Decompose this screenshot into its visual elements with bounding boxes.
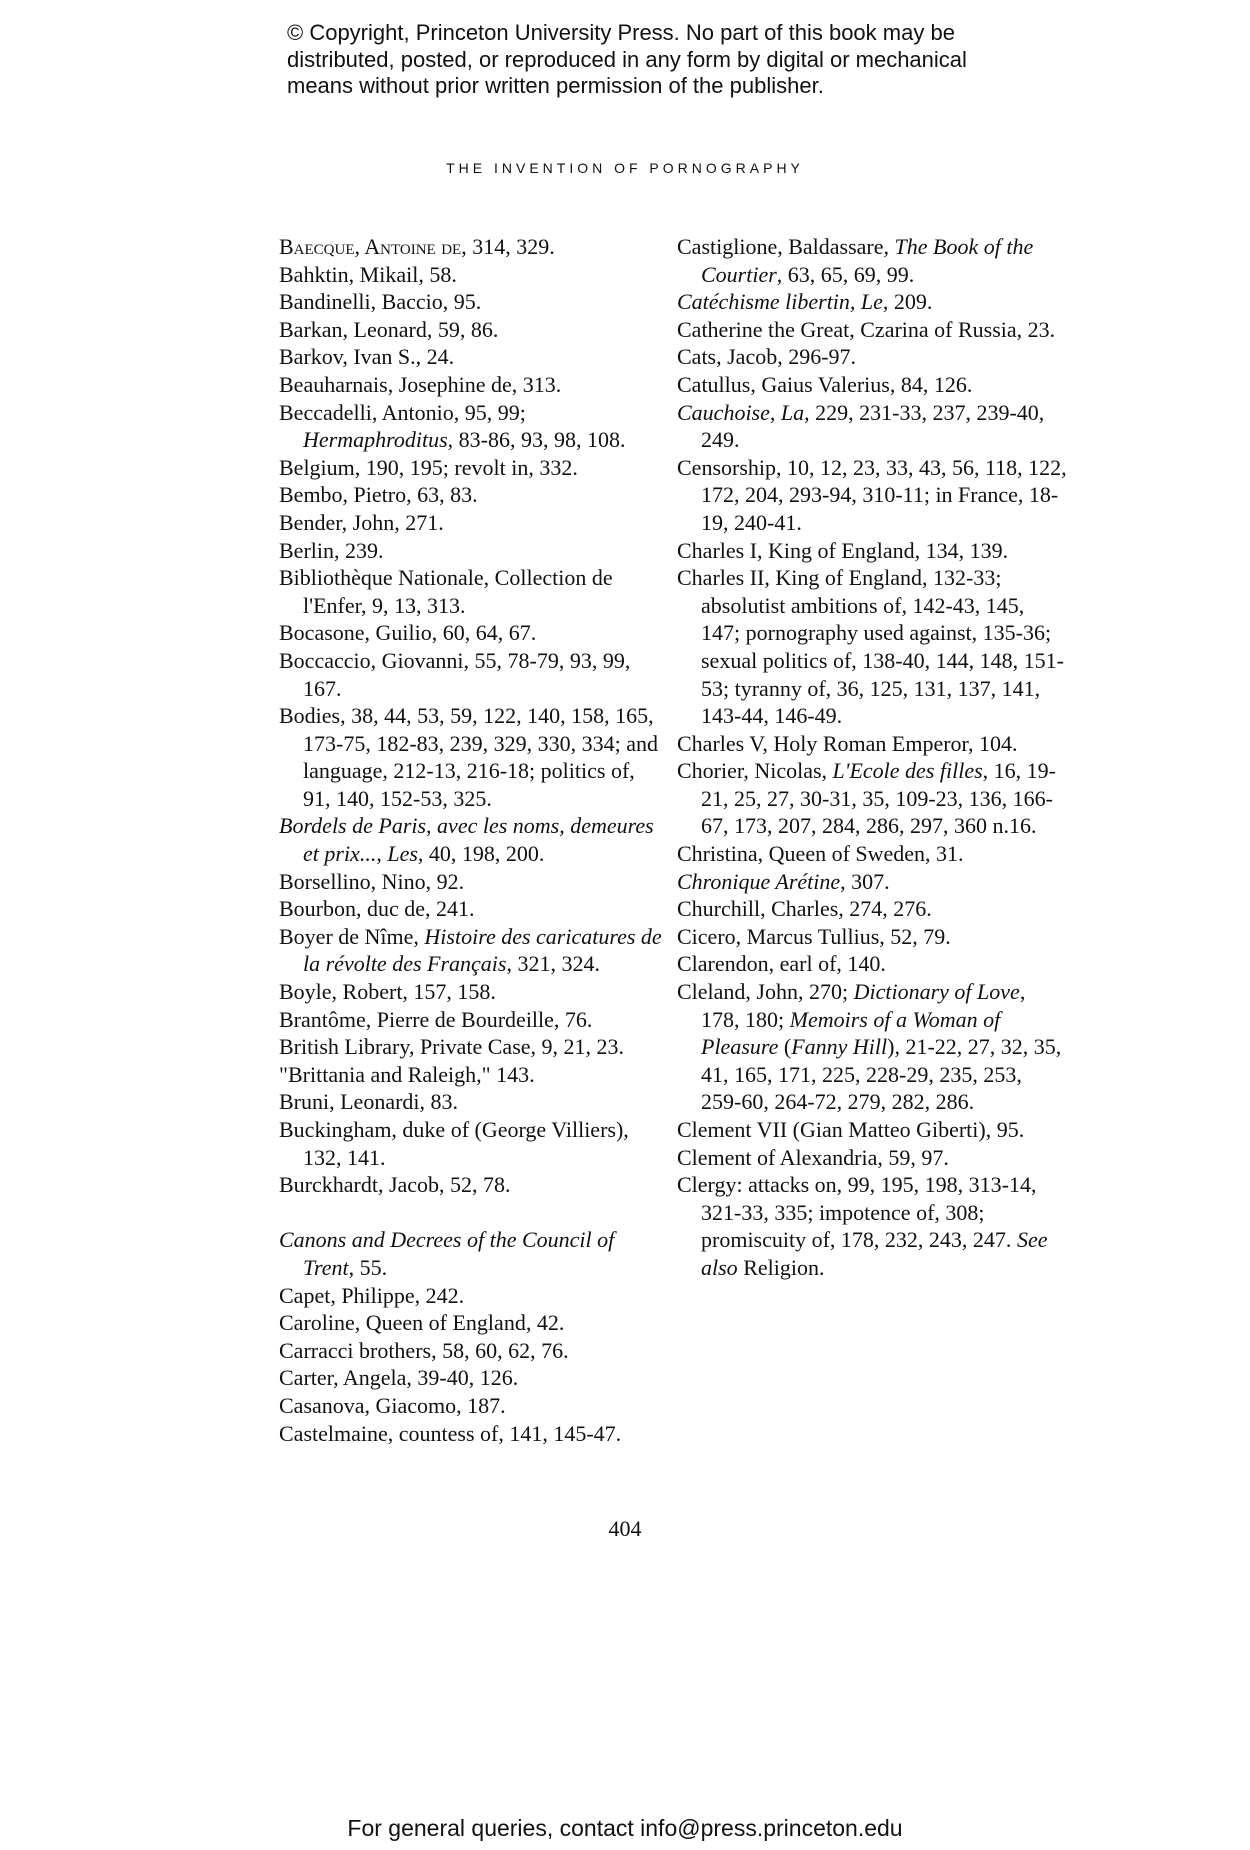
- index-entry: Bodies, 38, 44, 53, 59, 122, 140, 158, 165, 173-75, 182-83, 239, 329, 330, 334; and language, 212-13, 216-18; politics of, 91, 140, 152-53, 325.: [279, 703, 659, 811]
- footer-contact: For general queries, contact info@press.princeton.edu: [347, 1815, 903, 1841]
- index-entry: Buckingham, duke of (George Villiers), 132, 141.: [279, 1117, 629, 1170]
- index-entry: Burckhardt, Jacob, 52, 78.: [279, 1172, 511, 1198]
- index-entry: Catullus, Gaius Valerius, 84, 126.: [677, 371, 973, 397]
- index-entry: Boyer de Nîme, Histoire des caricatures de la révolte des Français, 321, 324.: [279, 923, 662, 977]
- index-entry: Casanova, Giacomo, 187.: [279, 1392, 506, 1418]
- index-entry: Catherine the Great, Czarina of Russia, 23.: [677, 316, 1056, 342]
- index-entry: Clergy: attacks on, 99, 195, 198, 313-14, 321-33, 335; impotence of, 308; promiscuity of, 178, 232, 243, 247. See also Religion.: [677, 1172, 1048, 1280]
- copyright-notice: [287, 20, 1087, 100]
- index-entry: Cauchoise, La, 229, 231-33, 237, 239-40, 249.: [677, 399, 1045, 453]
- index-entry: Castiglione, Baldassare, The Book of the Courtier, 63, 65, 69, 99.: [677, 234, 1034, 287]
- index-entry: Cats, Jacob, 296-97.: [677, 344, 857, 370]
- index-entry: Belgium, 190, 195; revolt in, 332.: [279, 454, 578, 480]
- index-entry: Bordels de Paris, avec les noms, demeures et prix..., Les, 40, 198, 200.: [279, 813, 654, 867]
- index-entry: Berlin, 239.: [279, 537, 384, 563]
- index-entry: Canons and Decrees of the Council of Trent, 55.: [279, 1227, 615, 1280]
- index-column-left: [279, 233, 664, 1447]
- index-entry: Carter, Angela, 39-40, 126.: [279, 1365, 519, 1391]
- index-entry: Barkov, Ivan S., 24.: [279, 344, 455, 370]
- index-entry: Boyle, Robert, 157, 158.: [279, 979, 496, 1005]
- index-entry: Caroline, Queen of England, 42.: [279, 1310, 565, 1336]
- index-entry: Bender, John, 271.: [279, 509, 444, 535]
- index-entry: Clement VII (Gian Matteo Giberti), 95.: [677, 1117, 1025, 1142]
- index-entry: Cicero, Marcus Tullius, 52, 79.: [677, 923, 951, 949]
- index-entry: Bourbon, duc de, 241.: [279, 896, 475, 922]
- index-entry: Catéchisme libertin, Le, 209.: [677, 289, 933, 315]
- index-column-right: [677, 233, 1067, 1282]
- index-letter-gap: [279, 1199, 664, 1227]
- index-entry: Charles II, King of England, 132-33; absolutist ambitions of, 142-43, 145, 147; pornography used against, 135-36; sexual politics of, 138-40, 144, 148, 151-53; tyranny of, 36, 125, 131, 137, 141, 143-44, 146-49.: [677, 565, 1064, 729]
- page-number: 404: [608, 1516, 642, 1541]
- index-entry: Bahktin, Mikail, 58.: [279, 261, 457, 287]
- index-entry: Beauharnais, Josephine de, 313.: [279, 371, 562, 397]
- index-entry: Boccaccio, Giovanni, 55, 78-79, 93, 99, 167.: [279, 647, 631, 701]
- index-entry: Churchill, Charles, 274, 276.: [677, 896, 932, 922]
- copyright-line: © Copyright, Princeton University Press. No part of this book may be: [287, 20, 955, 45]
- index-entry: Bembo, Pietro, 63, 83.: [279, 482, 478, 508]
- index-entry: Clement of Alexandria, 59, 97.: [677, 1144, 949, 1170]
- index-entry: Censorship, 10, 12, 23, 33, 43, 56, 118, 122, 172, 204, 293-94, 310-11; in France, 18-19, 240-41.: [677, 454, 1067, 535]
- index-entry: Brantôme, Pierre de Bourdeille, 76.: [279, 1006, 593, 1032]
- index-entry: Bocasone, Guilio, 60, 64, 67.: [279, 620, 537, 646]
- index-entry: Barkan, Leonard, 59, 86.: [279, 316, 499, 342]
- index-entry: Cleland, John, 270; Dictionary of Love, 178, 180; Memoirs of a Woman of Pleasure (Fanny Hill), 21-22, 27, 32, 35, 41, 165, 171, 225, 228-29, 235, 253, 259-60, 264-72, 279, 282, 286.: [677, 979, 1062, 1115]
- running-head: THE INVENTION OF PORNOGRAPHY: [446, 160, 804, 176]
- copyright-line: means without prior written permission of the publisher.: [287, 73, 824, 98]
- index-entry: Chronique Arétine, 307.: [677, 868, 890, 894]
- index-entry: Capet, Philippe, 242.: [279, 1282, 465, 1308]
- index-entry: "Brittania and Raleigh," 143.: [279, 1061, 535, 1087]
- index-entry: Charles V, Holy Roman Emperor, 104.: [677, 730, 1018, 756]
- index-entry: Bibliothèque Nationale, Collection de l'Enfer, 9, 13, 313.: [279, 565, 613, 618]
- index-entry: Charles I, King of England, 134, 139.: [677, 537, 1009, 563]
- index-entry: Carracci brothers, 58, 60, 62, 76.: [279, 1337, 569, 1363]
- index-entry: Bandinelli, Baccio, 95.: [279, 289, 482, 315]
- index-entry: Castelmaine, countess of, 141, 145-47.: [279, 1420, 622, 1446]
- index-entry: Bruni, Leonardi, 83.: [279, 1089, 459, 1115]
- copyright-line: distributed, posted, or reproduced in any form by digital or mechanical: [287, 46, 967, 72]
- index-entry: Chorier, Nicolas, L'Ecole des filles, 16, 19-21, 25, 27, 30-31, 35, 109-23, 136, 166-67, 173, 207, 284, 286, 297, 360 n.16.: [677, 758, 1056, 839]
- index-entry: Clarendon, earl of, 140.: [677, 951, 886, 977]
- index-entry: Borsellino, Nino, 92.: [279, 868, 465, 894]
- index-entry: Christina, Queen of Sweden, 31.: [677, 841, 964, 867]
- index-entry: British Library, Private Case, 9, 21, 23.: [279, 1034, 625, 1060]
- index-entry: Baecque, Antoine de, 314, 329.: [279, 234, 555, 259]
- index-entry: Beccadelli, Antonio, 95, 99; Hermaphroditus, 83-86, 93, 98, 108.: [279, 399, 626, 453]
